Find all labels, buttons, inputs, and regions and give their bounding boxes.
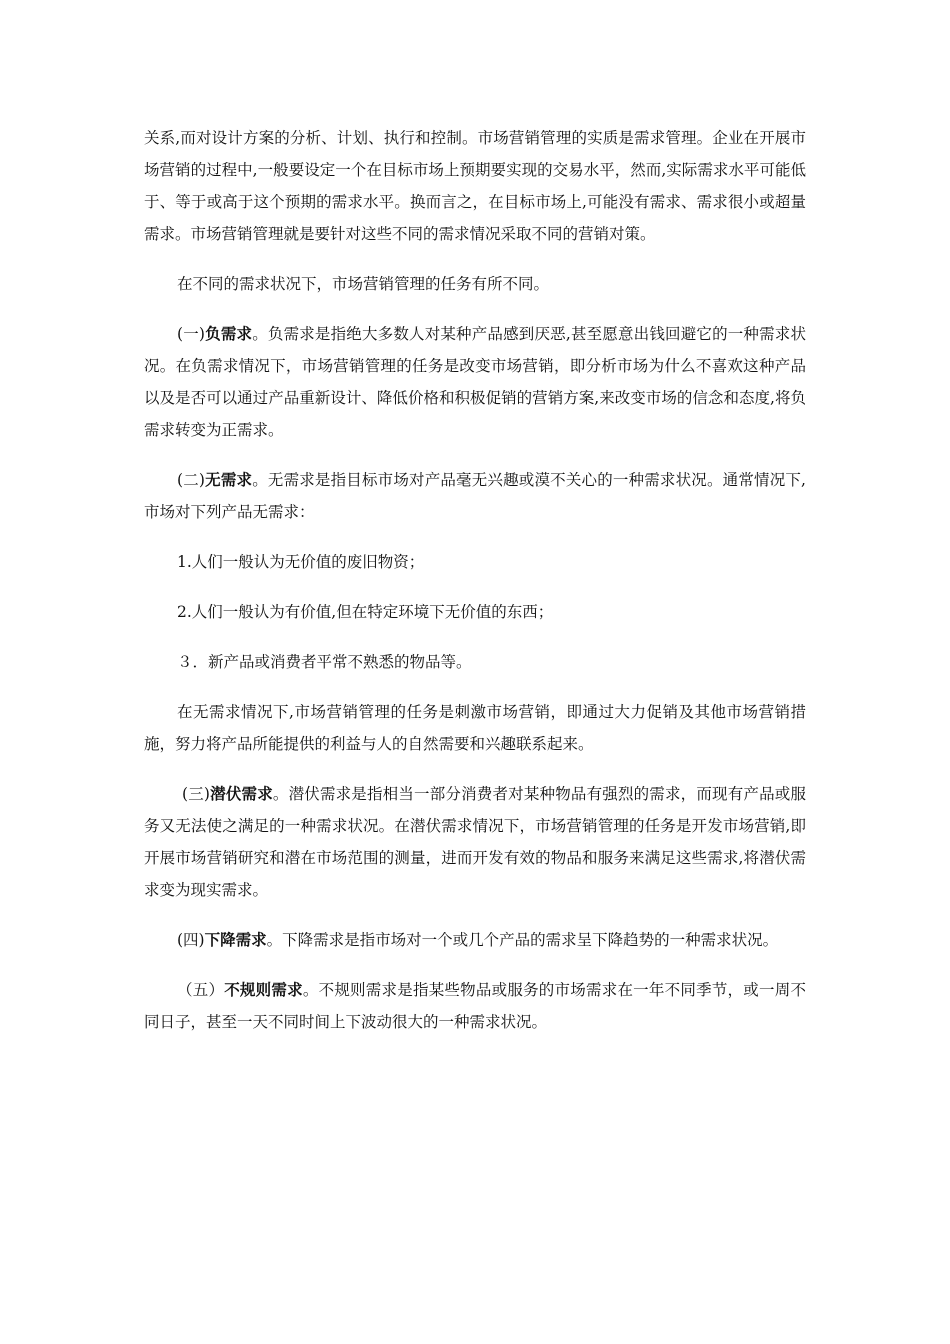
list-item-2: 2.人们一般认为有价值,但在特定环境下无价值的东西； [177, 603, 554, 621]
list-item-3: ３．新产品或消费者平常不熟悉的物品等。 [177, 653, 472, 671]
paragraph-irregular-demand [144, 974, 806, 1038]
section-number: (一) [177, 325, 205, 343]
section-term: 不规则需求 [224, 980, 303, 999]
section-text: 。无需求是指目标市场对产品毫无兴趣或漠不关心的一种需求状况。通常情况下,市场对下列产品无需求： [144, 471, 806, 521]
paragraph-latent-demand [144, 778, 806, 906]
paragraph-summary: 在不同的需求状况下，市场营销管理的任务有所不同。 [177, 275, 550, 293]
paragraph-declining-demand [144, 924, 806, 956]
section-term: 负需求 [204, 324, 253, 343]
section-number: (二) [177, 471, 205, 489]
section-term: 潜伏需求 [209, 784, 273, 803]
section-text: 。负需求是指绝大多数人对某种产品感到厌恶,甚至愿意出钱回避它的一种需求状况。在负需求情况下，市场营销管理的任务是改变市场营销，即分析市场为什么不喜欢这种产品以及是否可以通过产品重新设计、降低价格和积极促销的营销方案,来改变市场的信念和态度,将负需求转变为正需求。 [144, 325, 806, 439]
section-text: 。不规则需求是指某些物品或服务的市场需求在一年不同季节，或一周不同日子，甚至一天不同时间上下波动很大的一种需求状况。 [144, 981, 806, 1031]
section-number: (四) [177, 931, 205, 949]
section-term: 无需求 [204, 470, 253, 489]
paragraph-no-demand [144, 464, 806, 528]
section-text: 。潜伏需求是指相当一部分消费者对某种物品有强烈的需求，而现有产品或服务又无法使之满足的一种需求状况。在潜伏需求情况下，市场营销管理的任务是开发市场营销,即开展市场营销研究和潜在市场范围的测量，进而开发有效的物品和服务来满足这些需求,将潜伏需求变为现实需求。 [144, 785, 806, 899]
section-number: (三) [182, 785, 210, 803]
section-number: （五） [177, 981, 225, 999]
section-term: 下降需求 [204, 930, 267, 949]
paragraph-no-demand-task: 在无需求情况下,市场营销管理的任务是刺激市场营销，即通过大力促销及其他市场营销措施，努力将产品所能提供的利益与人的自然需要和兴趣联系起来。 [144, 703, 806, 753]
paragraph-intro: 关系,而对设计方案的分析、计划、执行和控制。市场营销管理的实质是需求管理。企业在开展市场营销的过程中,一般要设定一个在目标市场上预期要实现的交易水平，然而,实际需求水平可能低于、等于或高于这个预期的需求水平。换而言之，在目标市场上,可能没有需求、需求很小或超量需求。市场营销管理就是要针对这些不同的需求情况采取不同的营销对策。 [144, 129, 806, 243]
document-body [144, 122, 806, 1038]
paragraph-negative-demand [144, 318, 806, 446]
section-text: 。下降需求是指市场对一个或几个产品的需求呈下降趋势的一种需求状况。 [266, 931, 779, 949]
list-item-1: 1.人们一般认为无价值的废旧物资； [177, 553, 425, 571]
